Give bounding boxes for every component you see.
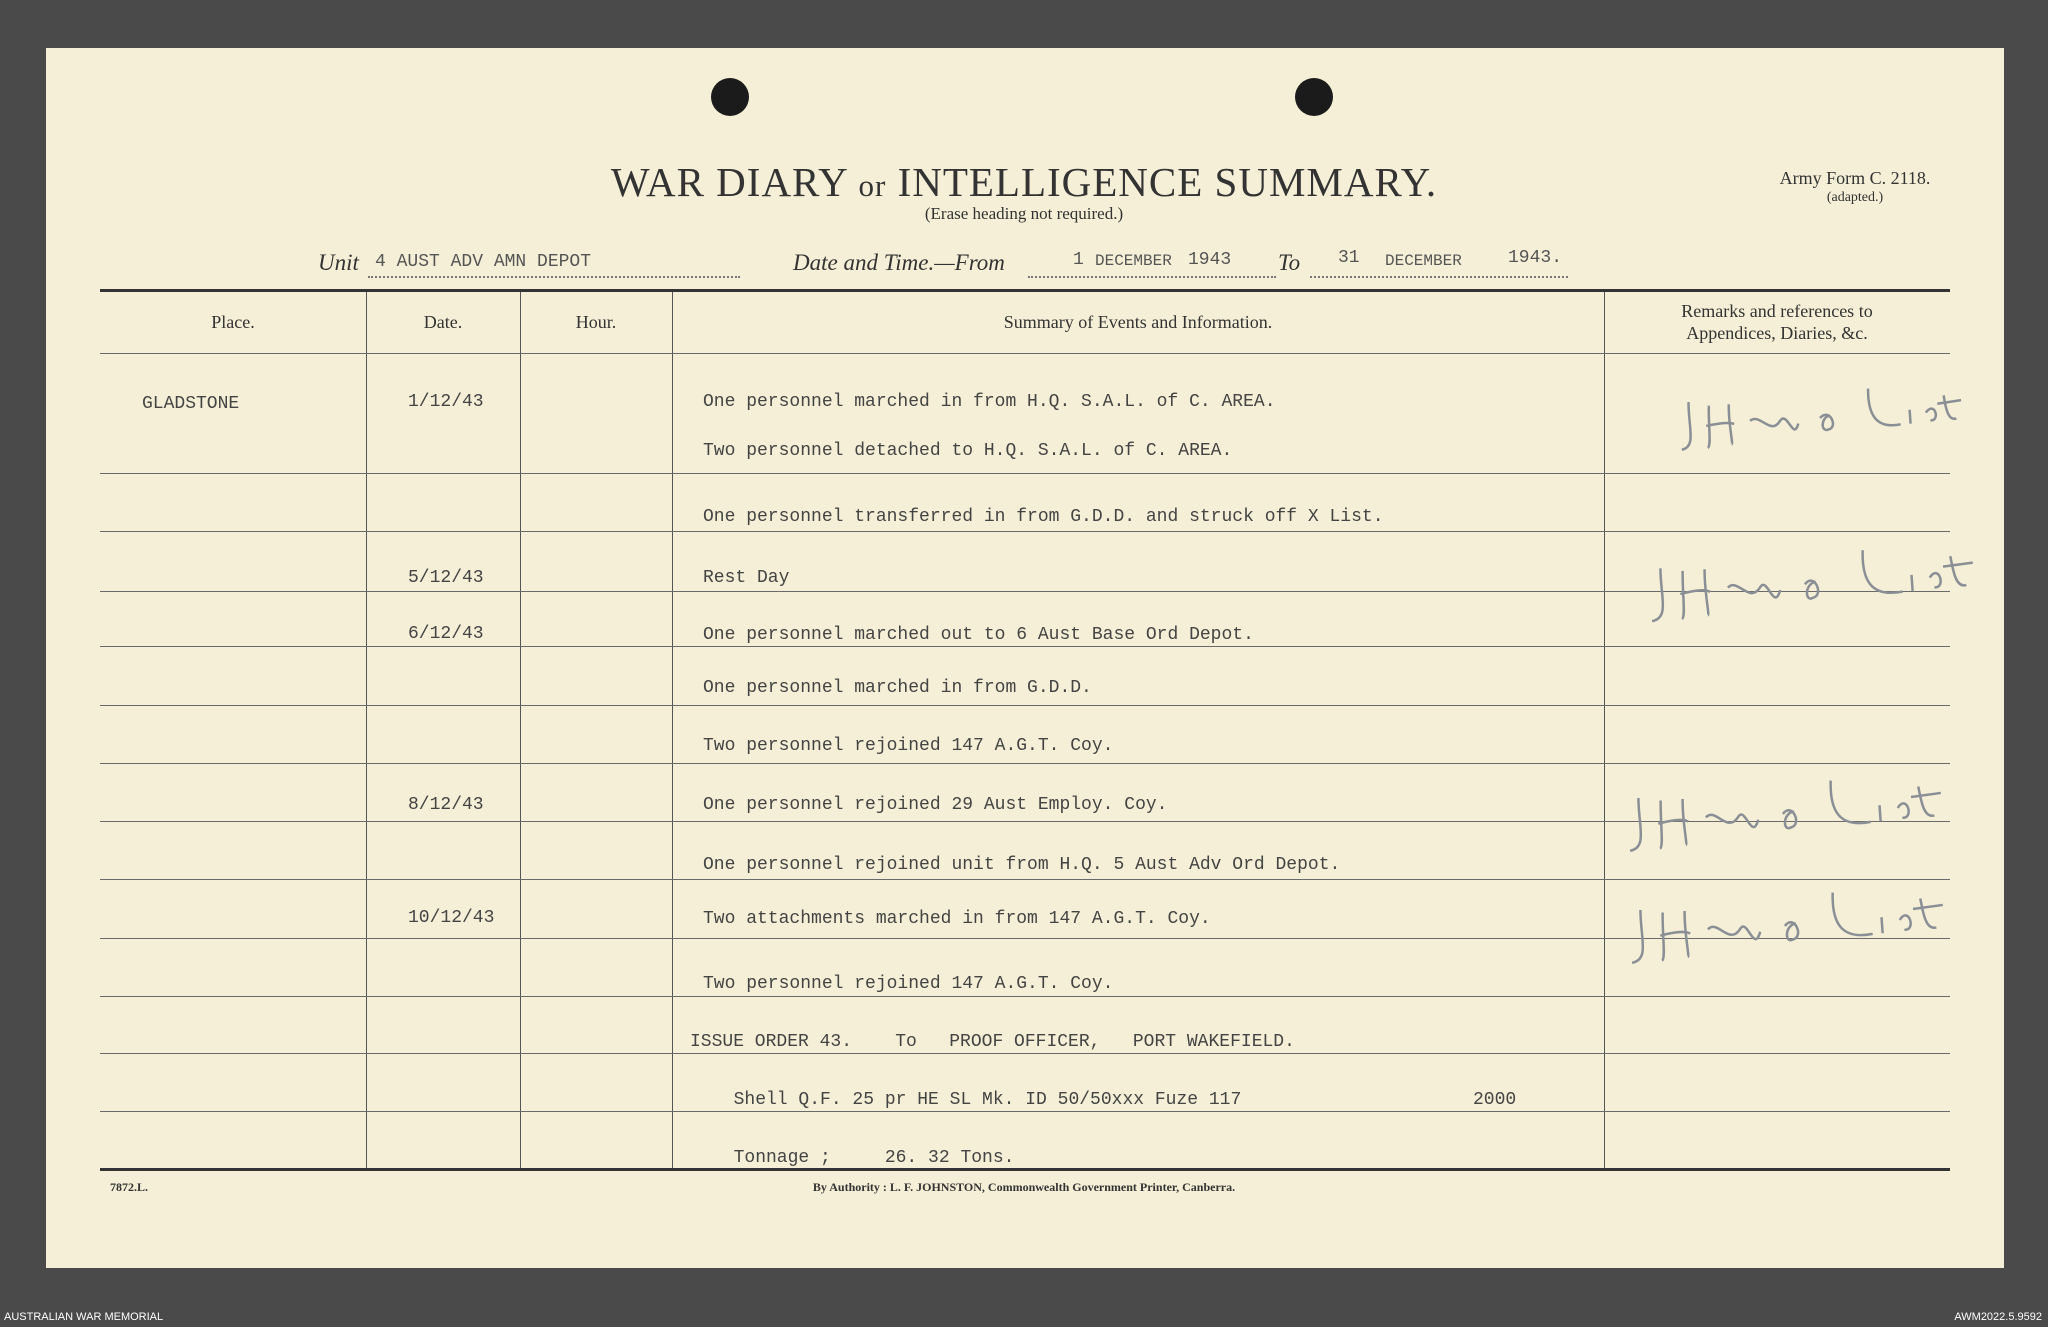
form-number: 7872.L.: [110, 1180, 149, 1194]
to-dotted-line: [1310, 276, 1568, 278]
table-cell-summary: Two personnel detached to H.Q. S.A.L. of C. AREA.: [703, 441, 1233, 461]
row-rule: [100, 473, 1950, 474]
diary-sheet: [46, 48, 2004, 1268]
table-cell-summary: Two attachments marched in from 147 A.G.T. Coy.: [703, 909, 1211, 929]
table-cell-summary: ISSUE ORDER 43. To PROOF OFFICER, PORT WAKEFIELD.: [690, 1032, 1295, 1052]
from-dotted-line: [1028, 276, 1276, 278]
row-rule: [100, 353, 1950, 354]
table-bottom-rule: [100, 1168, 1950, 1171]
column-divider: [520, 292, 521, 1170]
to-month: DECEMBER: [1385, 252, 1462, 270]
table-cell-date: 6/12/43: [408, 624, 484, 644]
row-rule: [100, 1053, 1950, 1054]
printer-authority: By Authority : L. F. JOHNSTON, Commonwealth Government Printer, Canberra.: [812, 1180, 1236, 1194]
table-cell-date: 8/12/43: [408, 795, 484, 815]
unit-value: 4 AUST ADV AMN DEPOT: [375, 252, 592, 272]
row-rule: [100, 531, 1950, 532]
table-cell-summary: Two personnel rejoined 147 A.G.T. Coy.: [703, 736, 1114, 756]
column-header-date: Date.: [423, 312, 463, 332]
unit-dotted-line: [368, 276, 740, 278]
to-year: 1943.: [1508, 248, 1563, 268]
punch-hole: [711, 78, 749, 116]
table-cell-summary: One personnel rejoined 29 Aust Employ. Coy.: [703, 795, 1168, 815]
table-cell-summary: Rest Day: [703, 568, 790, 588]
row-rule: [100, 1111, 1950, 1112]
table-cell-date: 1/12/43: [408, 392, 484, 412]
column-divider: [672, 292, 673, 1170]
table-cell-date: 5/12/43: [408, 568, 484, 588]
table-cell-quantity: 2000: [1473, 1090, 1517, 1110]
table-cell-summary: One personnel transferred in from G.D.D. and struck off X List.: [703, 507, 1384, 527]
army-form-label: Army Form C. 2118. (adapted.): [1779, 168, 1931, 205]
punch-hole: [1295, 78, 1333, 116]
archive-caption: AUSTRALIAN WAR MEMORIAL: [4, 1311, 164, 1323]
to-day: 31: [1338, 248, 1360, 268]
row-rule: [100, 996, 1950, 997]
column-divider: [1604, 292, 1605, 1170]
to-label: To: [1278, 250, 1301, 275]
table-cell-summary: Two personnel rejoined 147 A.G.T. Coy.: [703, 974, 1114, 994]
table-cell-summary: Tonnage ; 26. 32 Tons.: [712, 1148, 1015, 1168]
row-rule: [100, 763, 1950, 764]
table-cell-summary: One personnel marched in from G.D.D.: [703, 678, 1092, 698]
archive-reference: AWM2022.5.9592: [1954, 1311, 2042, 1323]
table-cell-date: 10/12/43: [408, 908, 495, 928]
date-from-label: Date and Time.—From: [793, 250, 1005, 275]
table-cell-summary: One personnel marched in from H.Q. S.A.L. of C. AREA.: [703, 392, 1276, 412]
from-year: 1943: [1188, 250, 1232, 270]
page-title: WAR DIARY or INTELLIGENCE SUMMARY.: [610, 159, 1438, 205]
column-header-remarks: Remarks and references to Appendices, Diaries, &c.: [1681, 301, 1873, 343]
row-rule: [100, 646, 1950, 647]
table-cell-summary: One personnel marched out to 6 Aust Base Ord Depot.: [703, 625, 1254, 645]
table-cell-place: GLADSTONE: [142, 394, 240, 414]
page-subtitle: (Erase heading not required.): [924, 204, 1124, 223]
column-divider: [366, 292, 367, 1170]
table-cell-summary: Shell Q.F. 25 pr HE SL Mk. ID 50/50xxx Fuze 117: [712, 1090, 1242, 1110]
unit-label: Unit: [318, 250, 359, 275]
column-header-place: Place.: [211, 312, 255, 332]
from-month: DECEMBER: [1095, 252, 1172, 270]
table-cell-summary: One personnel rejoined unit from H.Q. 5 Aust Adv Ord Depot.: [703, 855, 1341, 875]
column-header-summary: Summary of Events and Information.: [1003, 312, 1273, 332]
row-rule: [100, 879, 1950, 880]
from-day: 1: [1073, 250, 1084, 270]
column-header-hour: Hour.: [575, 312, 617, 332]
row-rule: [100, 705, 1950, 706]
